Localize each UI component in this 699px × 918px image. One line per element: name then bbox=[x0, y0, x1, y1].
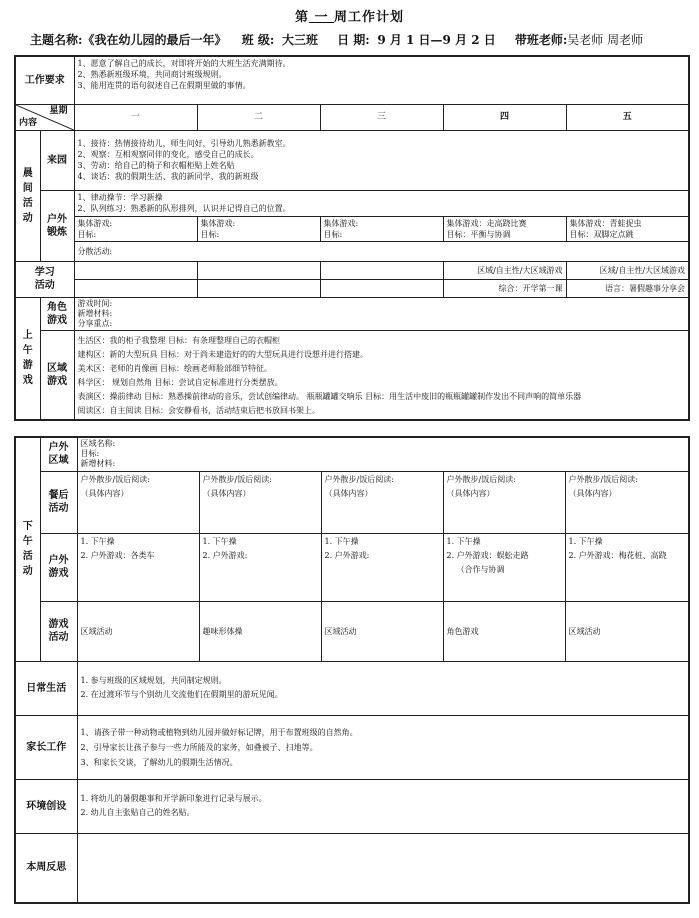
after-meal-cell: 户外散步/饭后阅读: （具体内容） bbox=[321, 471, 443, 533]
arrival-content bbox=[74, 130, 689, 190]
parent-work-label: 家长工作 bbox=[15, 715, 77, 779]
arrival-item: 3、劳动：给自己的椅子和衣帽柜贴上姓名贴 bbox=[77, 161, 235, 170]
role-play-label: 角色 游戏 bbox=[40, 297, 74, 330]
arrival-label: 来园 bbox=[40, 130, 74, 190]
group-game-cell: 集体游戏: 目标: bbox=[197, 216, 320, 241]
date-label: 日 期: bbox=[337, 33, 370, 47]
day-header: 一 bbox=[74, 104, 197, 130]
outdoor-games-label: 户外 游戏 bbox=[40, 533, 77, 601]
play-activity-cell: 区域活动 bbox=[321, 601, 443, 661]
pm-activities-label: 下 午 活 动 bbox=[15, 437, 40, 661]
split-activity: 分散活动: bbox=[74, 241, 689, 261]
reflection-label: 本周反思 bbox=[15, 833, 77, 903]
study-cell: 综合：开学第一课 bbox=[443, 279, 566, 297]
after-meal-cell: 户外散步/饭后阅读: （具体内容） bbox=[565, 471, 689, 533]
goal-item: 3、能用连贯的语句叙述自己在假期里做的事情。 bbox=[77, 81, 251, 90]
day-header: 四 bbox=[443, 104, 566, 130]
study-cell bbox=[74, 279, 197, 297]
study-cell bbox=[197, 261, 320, 279]
study-cell bbox=[197, 279, 320, 297]
title-prefix: 第 bbox=[294, 10, 309, 25]
outdoor-exercise-content bbox=[74, 190, 689, 216]
class-value: 大三班 bbox=[281, 33, 318, 47]
exercise-item: 2、队列练习：熟悉新的队形排列，认识并记得自己的位置。 bbox=[77, 204, 291, 213]
goals-content bbox=[74, 56, 689, 104]
day-header: 五 bbox=[566, 104, 689, 130]
outdoor-area-label: 户外 区域 bbox=[40, 437, 77, 471]
plan-meta bbox=[30, 31, 690, 48]
day-header: 三 bbox=[320, 104, 443, 130]
date-value: 9 月 1 日—9 月 2 日 bbox=[377, 33, 496, 47]
study-cell: 区域/自主性/大区域游戏 bbox=[443, 261, 566, 279]
area-play-label: 区域 游戏 bbox=[40, 330, 74, 420]
play-activity-cell: 区域活动 bbox=[77, 601, 199, 661]
group-game-cell: 集体游戏: 目标: bbox=[320, 216, 443, 241]
after-meal-label: 餐后 活动 bbox=[40, 471, 77, 533]
environment-content: 1. 将幼儿的暑假趣事和开学新印象进行记录与展示。 2. 幼儿自主张贴自己的姓名贴。 bbox=[77, 779, 689, 833]
exercise-item: 1、律动操节：学习新操 bbox=[77, 193, 163, 202]
page-title bbox=[0, 6, 699, 25]
play-activity-cell: 趣味形体操 bbox=[199, 601, 321, 661]
title-suffix: 周工作计划 bbox=[334, 10, 405, 25]
after-meal-cell: 户外散步/饭后阅读: （具体内容） bbox=[443, 471, 565, 533]
after-meal-cell: 户外散步/饭后阅读: （具体内容） bbox=[77, 471, 199, 533]
outdoor-exercise-label: 户外 锻炼 bbox=[40, 190, 74, 261]
group-game-cell: 集体游戏：走高跷比赛 目标：平衡与协调 bbox=[443, 216, 566, 241]
goal-item: 2、熟悉新班级环境，共同商讨班级规则。 bbox=[77, 70, 227, 79]
outdoor-game-cell: 1. 下午操 2. 户外游戏：梅花桩、高跷 bbox=[565, 533, 689, 601]
role-play-content: 游戏时间: 新增材料: 分享重点: bbox=[74, 297, 689, 330]
theme-label: 主题名称: bbox=[30, 33, 83, 47]
week-number: 一 bbox=[314, 10, 329, 25]
week-content-header bbox=[15, 104, 74, 130]
outdoor-game-cell: 1. 下午操 2. 户外游戏: bbox=[321, 533, 443, 601]
after-meal-cell: 户外散步/饭后阅读: （具体内容） bbox=[199, 471, 321, 533]
daily-life-label: 日常生活 bbox=[15, 661, 77, 715]
study-label: 学习 活动 bbox=[15, 261, 74, 297]
arrival-item: 4、谈话：我的假期生活、我的新同学、我的新班级 bbox=[77, 172, 259, 181]
goals-label: 工作要求 bbox=[15, 56, 74, 104]
study-cell: 区域/自主性/大区域游戏 bbox=[566, 261, 689, 279]
arrival-item: 2、观察：互相观察同伴的变化，感受自己的成长。 bbox=[77, 150, 259, 159]
goal-item: 1、愿意了解自己的成长，对即将开始的大班生活充满期待。 bbox=[77, 59, 291, 68]
outdoor-area-content: 区域名称: 目标: 新增材料: bbox=[77, 437, 689, 471]
am-games-label: 上 午 游 戏 bbox=[15, 297, 40, 420]
study-cell bbox=[320, 261, 443, 279]
daily-life-content: 1. 参与班级的区域规划，共同制定规则。 2. 在过渡环节与个别幼儿交流他们在假期里的游玩见闻。 bbox=[77, 661, 689, 715]
plan-table-top bbox=[14, 55, 690, 421]
parent-work-content: 1、请孩子带一种动物或植物到幼儿园并做好标记牌，用于布置班级的自然角。 2、引导家长让孩子参与一些力所能及的家务，如叠被子、扫地等。 3、和家长交谈，了解幼儿的假期生活情况。 bbox=[77, 715, 689, 779]
play-activity-label: 游戏 活动 bbox=[40, 601, 77, 661]
plan-table-bottom bbox=[14, 436, 690, 904]
area-play-content: 生活区：我的柜子我整理 目标：有条理整理自己的衣帽柜 建构区：新的大型玩具 目标：对于尚未建造好的的大型玩具进行设想并进行搭建。 美术区：老师的肖像画 目标：绘画老师脸部细节特征。 科学区： 规划自然角 目标：尝试自定标准进行分类摆放。 表演区：操前律动 目标：熟悉操前律动的音乐，尝试创编律动。 瓶瓶罐罐交响乐 目标：用生活中废旧的瓶瓶罐罐制作发出不同声响的简单乐器 阅读区：自主阅读 目标：会安静看书，活动结束后把书放回书架上。 bbox=[74, 330, 689, 420]
play-activity-cell: 区域活动 bbox=[565, 601, 689, 661]
study-cell: 语言：暑假趣事分享会 bbox=[566, 279, 689, 297]
study-cell bbox=[74, 261, 197, 279]
environment-label: 环境创设 bbox=[15, 779, 77, 833]
play-activity-cell: 角色游戏 bbox=[443, 601, 565, 661]
group-game-cell: 集体游戏: 目标: bbox=[74, 216, 197, 241]
class-label: 班 级: bbox=[241, 33, 275, 47]
group-game-cell: 集体游戏：青蛙捉虫 目标：双脚定点跳 bbox=[566, 216, 689, 241]
outdoor-game-cell: 1. 下午操 2. 户外游戏: bbox=[199, 533, 321, 601]
outdoor-game-cell: 1. 下午操 2. 户外游戏：各类车 bbox=[77, 533, 199, 601]
teacher-names: 吴老师 周老师 bbox=[567, 33, 644, 47]
content-header-label: 内容 bbox=[19, 117, 38, 128]
week-header-label: 星期 bbox=[49, 105, 68, 116]
theme-value: 《我在幼儿园的最后一年》 bbox=[82, 33, 227, 47]
arrival-item: 1、接待：热情接待幼儿，师生问好，引导幼儿熟悉新教室。 bbox=[77, 139, 291, 148]
study-cell bbox=[320, 279, 443, 297]
reflection-content bbox=[77, 833, 689, 903]
morning-label: 晨 间 活 动 bbox=[15, 130, 40, 261]
teacher-label: 带班老师: bbox=[514, 33, 568, 47]
outdoor-game-cell: 1. 下午操 2. 户外游戏：蜈蚣走路 （合作与协调 bbox=[443, 533, 565, 601]
day-header: 二 bbox=[197, 104, 320, 130]
